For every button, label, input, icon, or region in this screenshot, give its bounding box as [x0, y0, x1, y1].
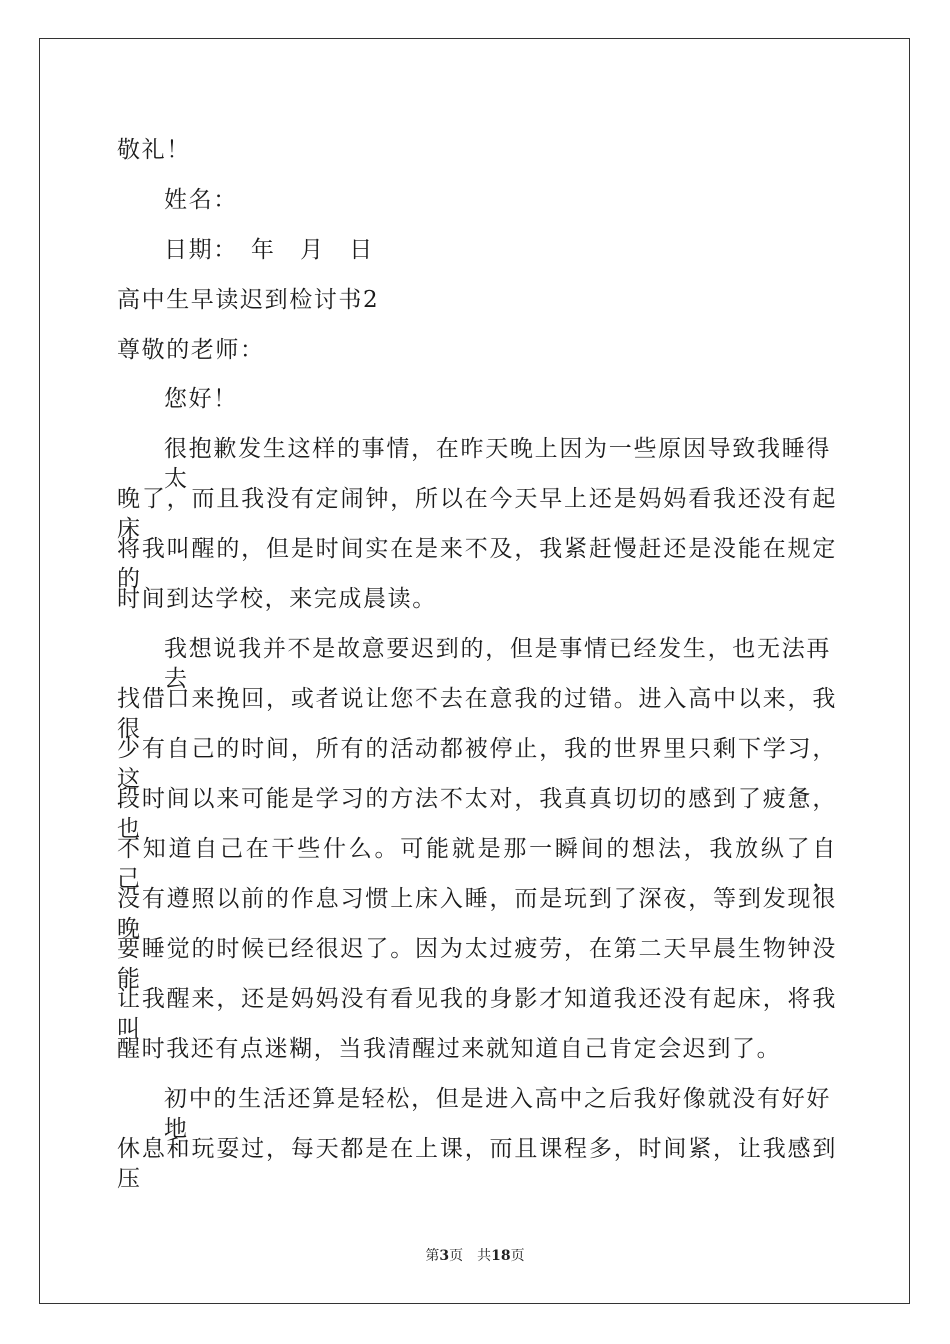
paragraph-line: 休息和玩耍过，每天都是在上课，而且课程多，时间紧，让我感到压: [117, 1136, 837, 1192]
paragraph-line: 没有遵照以前的作息习惯上床入睡，而是玩到了深夜，等到发现很晚: [117, 886, 837, 942]
paragraph-line: 初中的生活还算是轻松，但是进入高中之后我好像就没有好好地: [164, 1086, 831, 1142]
paragraph-line: 晚了，而且我没有定闹钟，所以在今天早上还是妈妈看我还没有起床: [117, 486, 837, 542]
paragraph-line: 少有自己的时间，所有的活动都被停止，我的世界里只剩下学习，这: [117, 736, 837, 792]
paragraph-line: 让我醒来，还是妈妈没有看见我的身影才知道我还没有起床，将我叫: [117, 986, 837, 1042]
section-title: 高中生早读迟到检讨书2: [117, 287, 380, 313]
salutation: 尊敬的老师：: [117, 337, 265, 363]
closing-salutation: 敬礼！: [117, 137, 191, 163]
paragraph-line: 找借口来挽回，或者说让您不去在意我的过错。进入高中以来，我很: [117, 686, 837, 742]
paragraph-line: 我想说我并不是故意要迟到的，但是事情已经发生，也无法再去: [164, 636, 831, 692]
total-suffix: 页: [510, 1248, 525, 1264]
paragraph-line: 时间到达学校，来完成晨读。: [117, 586, 437, 612]
paragraph-line: 不知道自己在干些什么。可能就是那一瞬间的想法，我放纵了自己，: [117, 836, 837, 892]
page-footer: [0, 1247, 950, 1265]
paragraph-line: 段时间以来可能是学习的方法不太对，我真真切切的感到了疲惫，也: [117, 786, 837, 842]
date-label: 日期： 年 月 日: [164, 237, 374, 263]
paragraph-line: 很抱歉发生这样的事情，在昨天晚上因为一些原因导致我睡得太: [164, 436, 831, 492]
current-page-number: 3: [439, 1248, 450, 1264]
greeting: 您好！: [164, 386, 238, 412]
total-prefix: 共: [477, 1248, 492, 1264]
paragraph-line: 将我叫醒的，但是时间实在是来不及，我紧赶慢赶还是没能在规定的: [117, 536, 837, 592]
page-suffix: 页: [449, 1248, 464, 1264]
paragraph-line: 要睡觉的时候已经很迟了。因为太过疲劳，在第二天早晨生物钟没能: [117, 936, 837, 992]
name-label: 姓名：: [164, 187, 238, 213]
paragraph-line: 醒时我还有点迷糊，当我清醒过来就知道自己肯定会迟到了。: [117, 1036, 782, 1062]
page-prefix: 第: [425, 1248, 440, 1264]
total-page-count: 18: [491, 1248, 511, 1264]
